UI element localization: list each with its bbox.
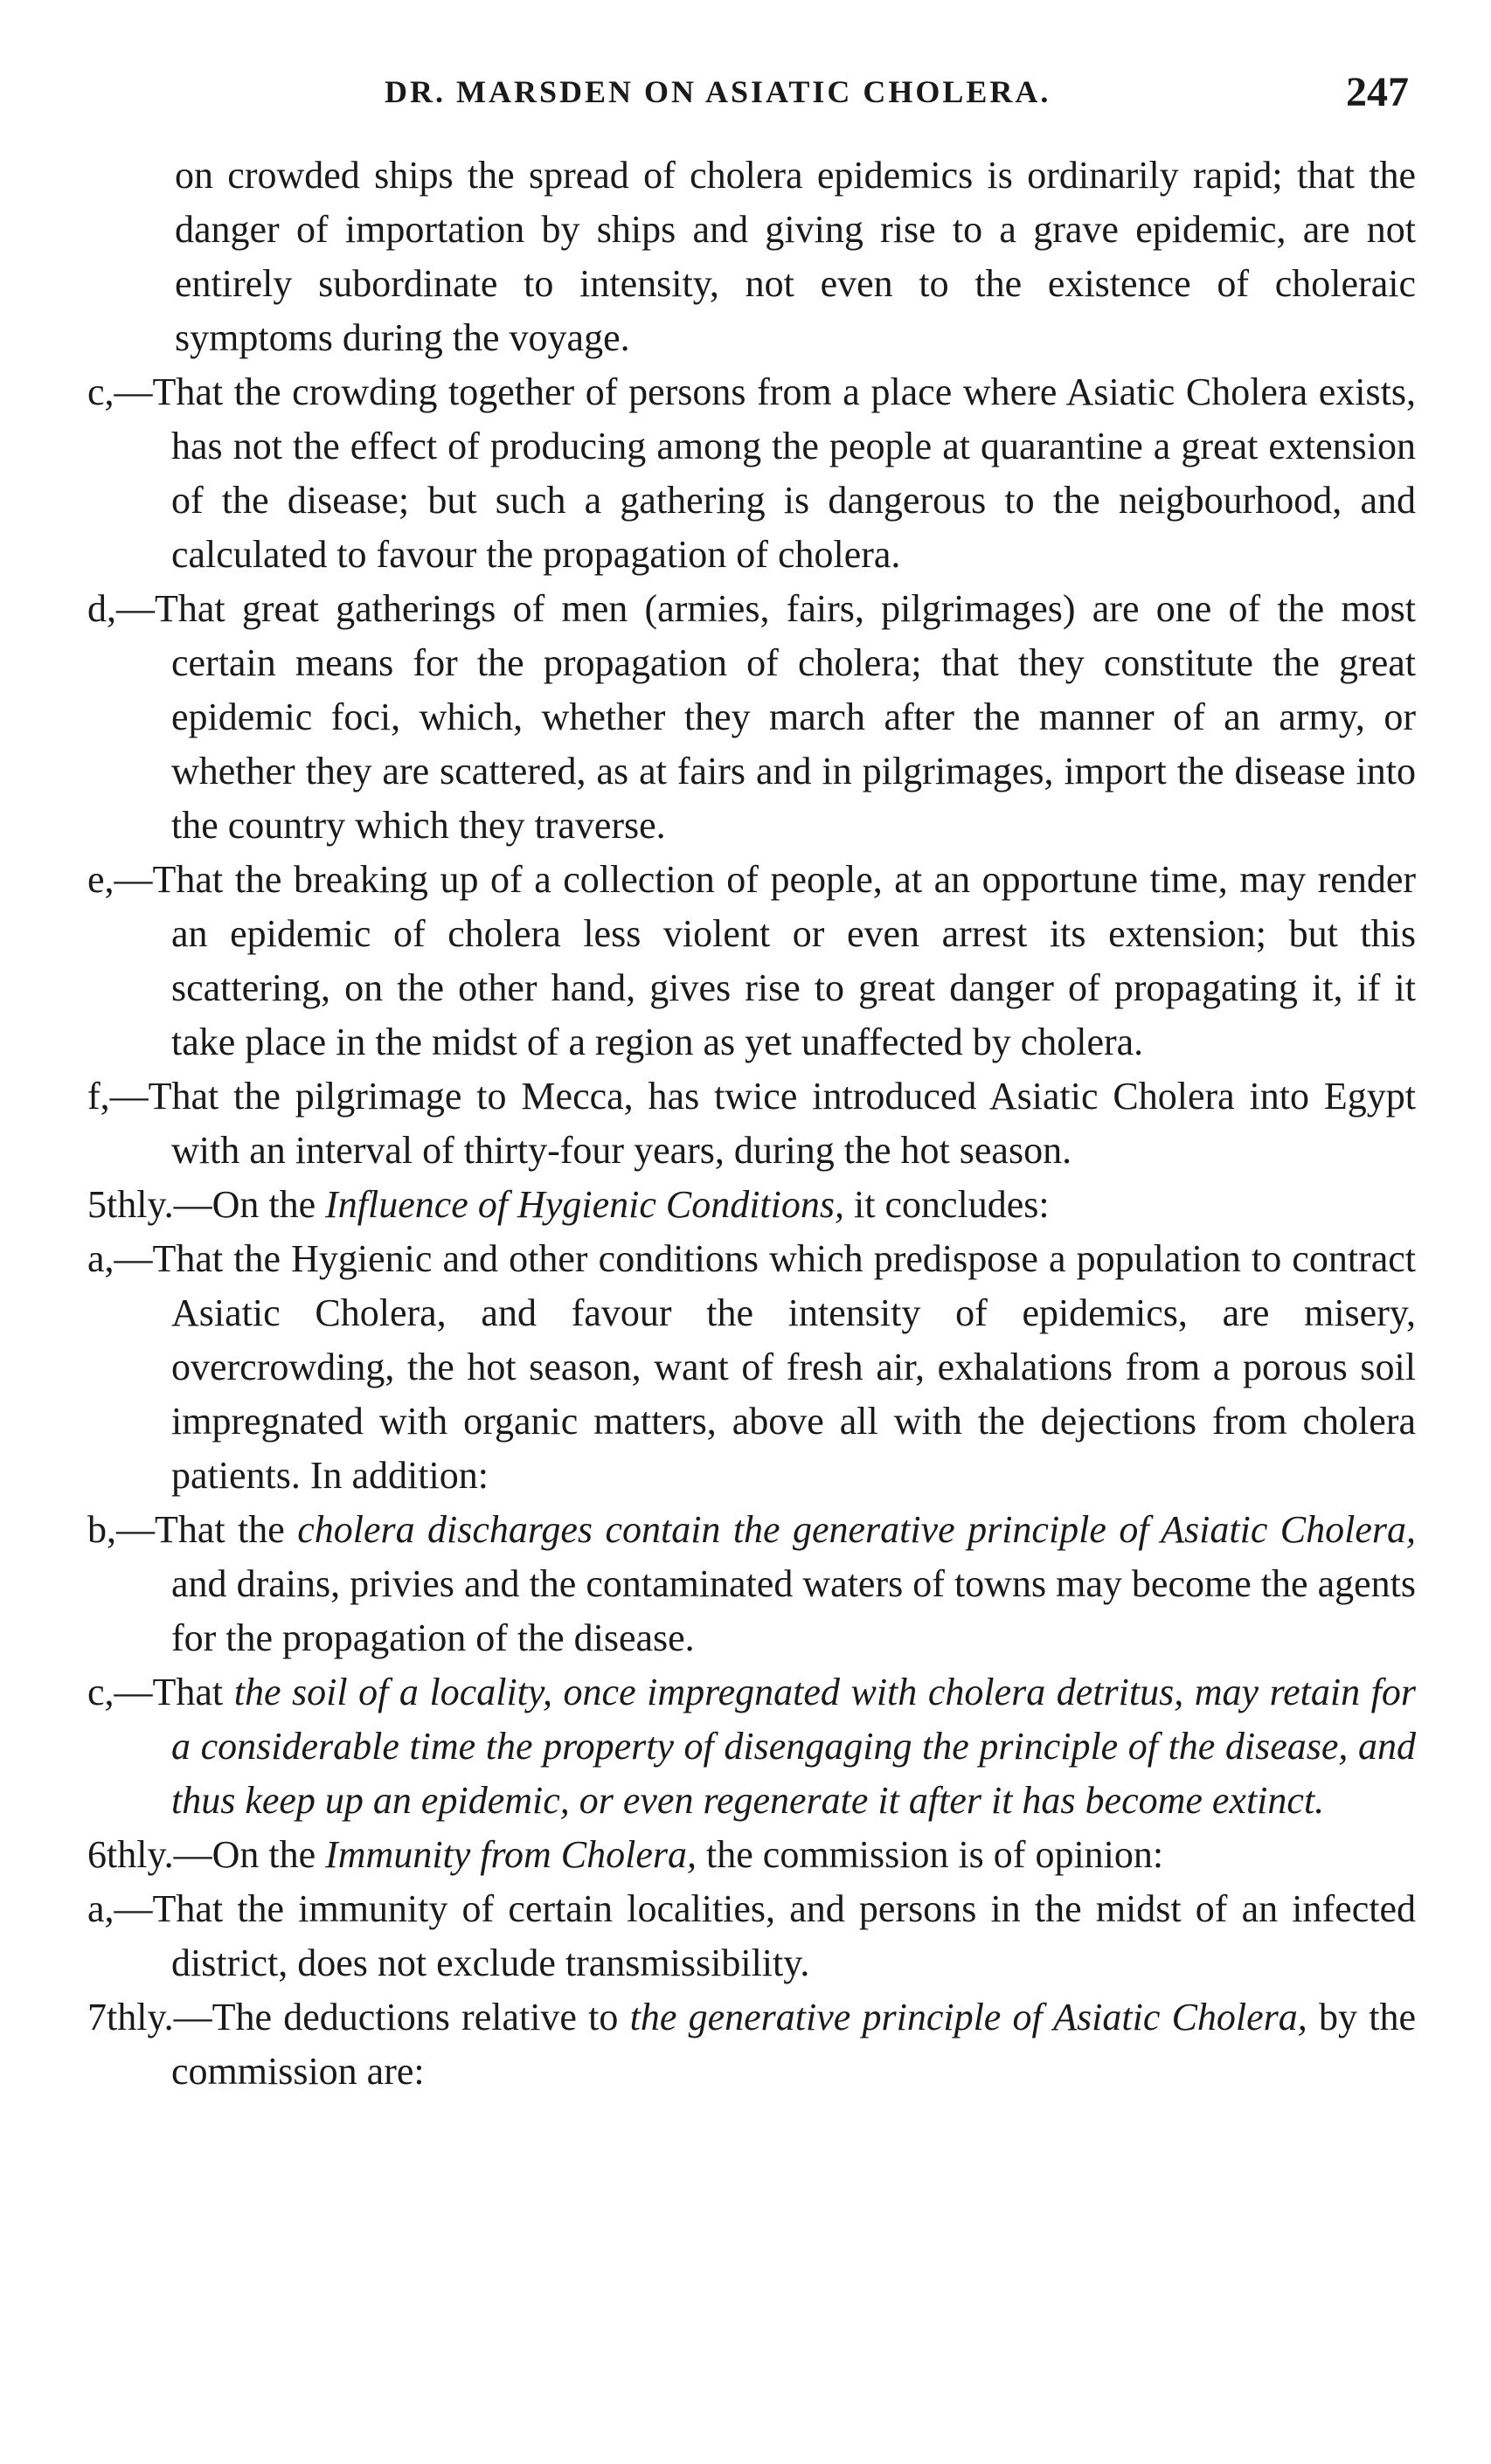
section-fifthly [87, 1178, 1416, 1232]
section-seventhly-title: the generative principle of Asiatic Cholera, [629, 1996, 1307, 2038]
running-head: DR. MARSDEN ON ASIATIC CHOLERA. [385, 74, 1051, 109]
body-text [87, 149, 1416, 2099]
clause-5b-tail: and drains, privies and the contaminated waters of towns may become the agents for the propagation of the disease. [171, 1562, 1416, 1659]
clause-e: e,—That the breaking up of a collection of people, at an opportune time, may render an epidemic of cholera less violent or even arrest its extension; but this scattering, on the other hand, gives rise to great danger of propagating it, if it take place in the midst of a region as yet unaffected by cholera. [87, 858, 1416, 1063]
clause-5a: a,—That the Hygienic and other conditions which predispose a population to contract Asiatic Cholera, and favour the intensity of epidemics, are misery, overcrowding, the hot season, want of fresh air, exhalations from a porous soil impregnated with organic matters, above all with the dejections from cholera patients. In addition: [87, 1237, 1416, 1497]
section-fifthly-title: Influence of Hygienic Conditions, [325, 1183, 844, 1226]
clause-6a: a,—That the immunity of certain localities, and persons in the midst of an infected district, does not exclude transmissibility. [87, 1887, 1416, 1984]
clause-5b-lead: b,—That the [87, 1508, 298, 1551]
clause-5c-emphasis: the soil of a locality, once impregnated with cholera detritus, may retain for a considerable time the property of disengaging the principle of the disease, and thus keep up an epidemic, or even regenerate it after it has become extinct. [171, 1671, 1416, 1822]
section-seventhly [87, 1990, 1416, 2099]
clause-c: c,—That the crowding together of persons from a place where Asiatic Cholera exists, has not the effect of producing among the people at quarantine a great extension of the disease; but such a gathering is dangerous to the neigbourhood, and calculated to favour the propagation of cholera. [87, 370, 1416, 576]
section-fifthly-lead: 5thly.—On the [87, 1183, 326, 1226]
page-number: 247 [1346, 69, 1409, 115]
page-header [332, 68, 1416, 121]
section-sixthly [87, 1828, 1416, 1882]
section-sixthly-lead: 6thly.—On the [87, 1833, 326, 1876]
section-sixthly-tail: the commission is of opinion: [697, 1833, 1164, 1876]
section-seventhly-tail: by the commission are: [171, 1996, 1416, 2093]
section-sixthly-title: Immunity from Cholera, [325, 1833, 697, 1876]
paragraph-continuation: on crowded ships the spread of cholera epidemics is ordinarily rapid; that the danger of importation by ships and giving rise to a grave epidemic, are not entirely subordinate to intensity, not even to the existence of choleraic symptoms during the voyage. [175, 154, 1416, 359]
section-fifthly-tail: it concludes: [844, 1183, 1050, 1226]
clause-5c [87, 1665, 1416, 1828]
section-seventhly-lead: 7thly.—The deductions relative to [87, 1996, 630, 2038]
clause-5b-emphasis: cholera discharges contain the generative principle of Asiatic Cholera, [297, 1508, 1417, 1551]
clause-d: d,—That great gatherings of men (armies, fairs, pilgrimages) are one of the most certain means for the propagation of cholera; that they constitute the great epidemic foci, which, whether they march after the manner of an army, or whether they are scattered, as at fairs and in pilgrimages, import the disease into the country which they traverse. [87, 587, 1416, 847]
clause-f: f,—That the pilgrimage to Mecca, has twice introduced Asiatic Cholera into Egypt with an interval of thirty-four years, during the hot season. [87, 1075, 1416, 1172]
clause-5b [87, 1503, 1416, 1665]
clause-5c-lead: c,—That [87, 1671, 234, 1713]
